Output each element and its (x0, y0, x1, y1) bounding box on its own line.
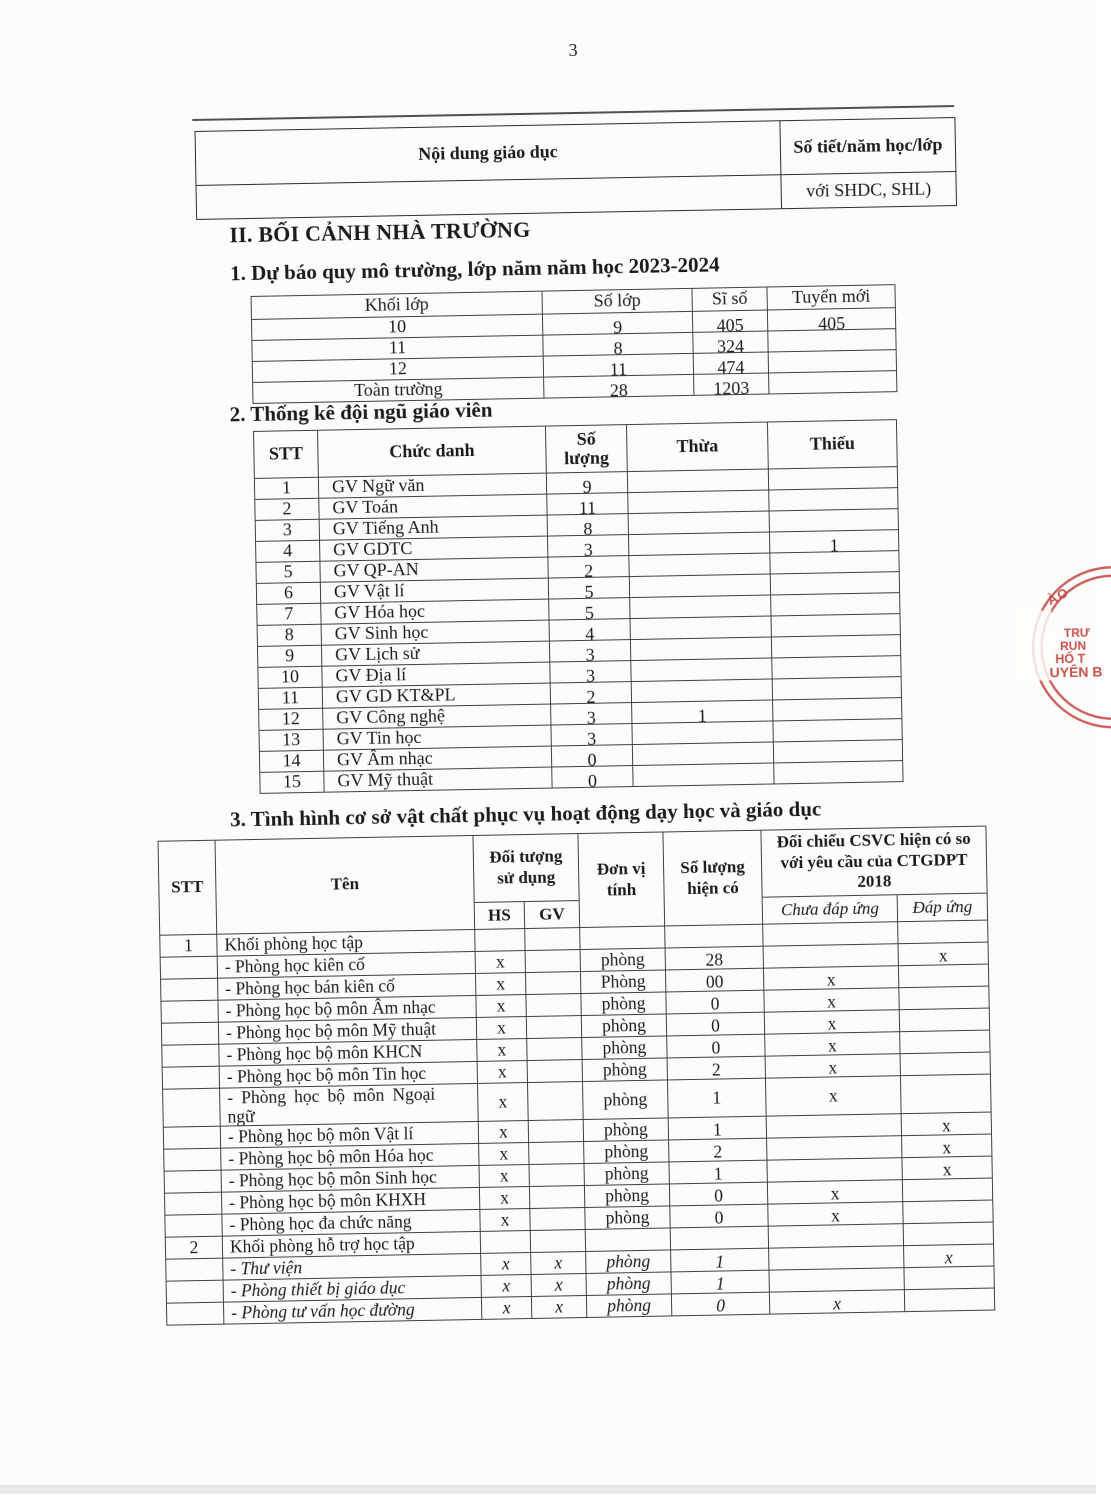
content-header-cell: Nội dung giáo dục (195, 121, 781, 186)
cell-notmet (763, 922, 898, 946)
cell-shortage (771, 598, 900, 621)
cell-stt (162, 1044, 219, 1067)
cell-unit (580, 926, 665, 950)
cell-shortage (769, 514, 898, 537)
cell-new (769, 376, 897, 399)
cell-stt (164, 1148, 221, 1171)
cell-unit (585, 1228, 670, 1252)
cell-gv (530, 1207, 585, 1230)
cell-unit: phòng (581, 1014, 666, 1038)
cell-shortage (773, 745, 902, 768)
cell-qty: 1 (671, 1272, 769, 1296)
cell-stt: 9 (257, 645, 321, 667)
cell-shortage (771, 619, 900, 642)
cell-role: GV Tin học (323, 725, 551, 750)
cell-qty (670, 1226, 768, 1250)
section-title: II. BỐI CẢNH NHÀ TRƯỜNG (229, 216, 531, 248)
cell-hs: x (479, 1187, 529, 1210)
cell-unit: phòng (586, 1250, 671, 1274)
cell-hs: x (477, 1039, 527, 1062)
cell-role: GV Công nghệ (323, 704, 551, 729)
cell-stt (166, 1280, 223, 1303)
cell-hs: x (478, 1121, 528, 1144)
cell-notmet: x (764, 1012, 899, 1036)
cell-shortage (774, 766, 903, 789)
cell-count: 5 (548, 582, 629, 604)
cell-gv (525, 950, 580, 973)
cell-shortage (768, 472, 897, 495)
cell-notmet (769, 1248, 904, 1272)
cell-hs: x (476, 1017, 526, 1040)
cell-notmet: x (765, 1056, 900, 1080)
col-header-count: Số lượng (545, 425, 627, 473)
col-header-classes: Số lớp (542, 288, 692, 314)
cell-shortage (770, 577, 899, 600)
cell-met (902, 1180, 992, 1204)
cell-notmet (769, 1270, 904, 1294)
cell-hs: x (478, 1083, 529, 1122)
cell-qty: 28 (665, 948, 763, 972)
cell-unit: phòng (580, 948, 665, 972)
cell-surplus (629, 558, 770, 582)
cell-name: Khối phòng hỗ trợ học tập (222, 1231, 480, 1258)
cell-met (899, 1010, 989, 1034)
cell-unit: phòng (584, 1184, 669, 1208)
cell-stt (164, 1192, 221, 1215)
cell-notmet (767, 1160, 902, 1184)
cell-grade: 10 (251, 314, 542, 340)
cell-gv: x (531, 1295, 586, 1318)
cell-hs: x (480, 1209, 530, 1232)
cell-met (899, 988, 989, 1012)
col-header-new: Tuyển mới (767, 285, 895, 310)
cell-stt (163, 1126, 220, 1149)
cell-count: 0 (552, 771, 633, 793)
cell-hs: x (475, 973, 525, 996)
cell-unit: phòng (585, 1206, 670, 1230)
cell-hs (480, 1231, 530, 1254)
cell-met (904, 1268, 994, 1292)
cell-gv (529, 1186, 584, 1209)
cell-new (768, 334, 896, 357)
cell-met (903, 1202, 993, 1226)
cell-hs: x (481, 1252, 531, 1275)
cell-name: - Phòng học bộ môn KHCN (219, 1039, 477, 1066)
cell-qty: 1 (667, 1078, 766, 1118)
cell-shortage (772, 682, 901, 705)
cell-count: 0 (551, 750, 632, 772)
cell-gv (526, 994, 581, 1017)
cell-count: 2 (550, 687, 631, 709)
stamp-line: UYÊN B (1049, 663, 1103, 681)
teachers-title: 2. Thống kê đội ngũ giáo viên (229, 397, 493, 427)
cell-count: 3 (550, 645, 631, 667)
col-header-met: Đáp ứng (897, 893, 987, 922)
cell-role: GV Mỹ thuật (324, 767, 552, 792)
cell-stt: 1 (160, 934, 217, 957)
cell-qty: 0 (669, 1184, 767, 1208)
cell-qty: 1 (671, 1250, 769, 1274)
cell-met (898, 920, 988, 944)
cell-students: 1203 (694, 378, 769, 400)
cell-hs: x (479, 1165, 529, 1188)
cell-surplus (632, 726, 773, 750)
cell-hs: x (479, 1143, 529, 1166)
cell-stt (166, 1258, 223, 1281)
cell-role: GV Địa lí (322, 662, 550, 687)
cell-surplus (629, 579, 770, 603)
cell-surplus (630, 600, 771, 624)
cell-name: - Phòng học bộ môn Âm nhạc (218, 995, 476, 1022)
cell-met: x (898, 944, 988, 968)
cell-name: - Thư viện (223, 1253, 481, 1280)
cell-hs (475, 929, 525, 952)
cell-surplus (630, 642, 771, 666)
col-header-stt: STT (158, 840, 217, 935)
cell-qty: 1 (669, 1162, 767, 1186)
page-number: 3 (568, 39, 578, 61)
cell-met: x (902, 1136, 992, 1160)
cell-stt: 6 (256, 582, 320, 604)
cell-shortage (773, 703, 902, 726)
cell-hs: x (476, 995, 526, 1018)
cell-count: 3 (550, 666, 631, 688)
cell-shortage (773, 724, 902, 747)
cell-name: Khối phòng học tập (217, 929, 475, 956)
cell-count: 3 (548, 540, 629, 562)
cell-count: 8 (547, 519, 628, 541)
cell-hs: x (481, 1274, 531, 1297)
cell-qty: 0 (671, 1294, 769, 1318)
cell-notmet (763, 946, 898, 970)
stamp-arc-text: ÀO (1044, 584, 1072, 609)
cell-stt: 8 (257, 624, 321, 646)
cell-count: 3 (551, 729, 632, 751)
cell-gv (525, 972, 580, 995)
cell-met (900, 1074, 991, 1114)
cell-met: x (902, 1158, 992, 1182)
cell-stt: 15 (260, 771, 324, 793)
cell-unit: phòng (583, 1080, 669, 1120)
cell-met (900, 1054, 990, 1078)
col-header-students: Sĩ số (692, 287, 767, 311)
cell-stt: 3 (255, 519, 319, 541)
cell-shortage: 1 (770, 535, 899, 558)
cell-name: - Phòng học bán kiên cố (218, 973, 476, 1000)
col-header-shortage: Thiếu (767, 420, 897, 469)
cell-gv (530, 1229, 585, 1252)
cell-classes: 11 (543, 358, 693, 382)
col-header-qty: Số lượng hiện có (663, 830, 763, 926)
cell-stt: 2 (255, 498, 319, 520)
cell-stt: 14 (259, 750, 323, 772)
cell-name: - Phòng học bộ môn Vật lí (220, 1121, 478, 1148)
cell-surplus (629, 537, 770, 561)
cell-gv: x (531, 1251, 586, 1274)
cell-name: - Phòng học bộ môn KHXH (221, 1187, 479, 1214)
cell-grade: 11 (252, 335, 543, 361)
cell-notmet: x (769, 1292, 904, 1316)
cell-stt: 4 (256, 540, 320, 562)
cell-surplus (630, 621, 771, 645)
cell-met: x (901, 1114, 991, 1138)
cell-notmet: x (765, 1034, 900, 1058)
cell-notmet: x (763, 968, 898, 992)
cell-name: - Phòng tư vấn học đường (223, 1297, 481, 1324)
col-header-compare: Đối chiếu CSVC hiện có so với yêu cầu của CTGDPT 2018 (761, 826, 987, 897)
cell-gv (526, 1016, 581, 1039)
cell-unit: Phòng (580, 970, 665, 994)
cell-qty: 2 (669, 1140, 767, 1164)
enrollment-title: 1. Dự báo quy mô trường, lớp năm năm học 2023-2024 (229, 252, 720, 286)
cell-hs: x (475, 951, 525, 974)
col-header-hs: HS (474, 902, 524, 930)
cell-count: 5 (549, 603, 630, 625)
cell-qty (665, 924, 763, 948)
cell-grade: 12 (252, 356, 543, 382)
cell-stt: 13 (259, 729, 323, 751)
red-stamp-fragment (1017, 560, 1103, 761)
cell-gv (529, 1164, 584, 1187)
cell-name: - Phòng học bộ môn Mỹ thuật (218, 1017, 476, 1044)
col-header-stt: STT (254, 430, 319, 478)
cell-stt (163, 1088, 221, 1127)
cell-role: GV QP-AN (320, 557, 548, 582)
cell-surplus (628, 495, 769, 519)
cell-unit: phòng (584, 1162, 669, 1186)
cell-surplus (631, 663, 772, 687)
cell-role: GV Sinh học (321, 620, 549, 645)
cell-notmet: x (765, 1076, 901, 1116)
col-header-role: Chức danh (318, 426, 547, 477)
cell-new (768, 355, 896, 378)
cell-gv (527, 1038, 582, 1061)
col-header-users: Đối tượng sử dụng (473, 834, 579, 903)
cell-surplus (627, 474, 768, 498)
cell-surplus (631, 684, 772, 708)
cell-classes: 9 (543, 316, 693, 340)
cell-qty: 0 (666, 1014, 764, 1038)
cell-stt (161, 1000, 218, 1023)
cell-notmet (767, 1138, 902, 1162)
stamp-line: RUN (1059, 638, 1087, 654)
cell-stt: 12 (259, 708, 323, 730)
cell-qty: 0 (666, 992, 764, 1016)
cell-met (898, 966, 988, 990)
cell-role: GV Vật lí (320, 578, 548, 603)
cell-role: GV Ngữ văn (318, 473, 546, 498)
cell-gv (528, 1082, 584, 1121)
cell-met (904, 1290, 994, 1314)
cell-surplus (633, 768, 774, 792)
cell-gv (528, 1120, 583, 1143)
teachers-header-row (254, 420, 898, 479)
cell-stt (164, 1170, 221, 1193)
cell-gv (529, 1142, 584, 1165)
cell-notmet (766, 1116, 901, 1140)
cell-met (903, 1222, 993, 1246)
cell-notmet: x (768, 1204, 903, 1228)
cell-shortage (771, 640, 900, 663)
cell-unit: phòng (581, 992, 666, 1016)
cell-hs: x (477, 1061, 527, 1084)
cell-notmet: x (767, 1182, 902, 1206)
cell-count: 11 (547, 498, 628, 520)
cell-gv (527, 1060, 582, 1083)
cell-qty: 00 (666, 970, 764, 994)
cell-name: - Phòng học bộ môn Hóa học (221, 1143, 479, 1170)
cell-hs: x (481, 1296, 531, 1319)
cell-name: - Phòng học kiên cố (217, 951, 475, 978)
cell-surplus (632, 747, 773, 771)
stamp-line: TRƯ (1063, 625, 1090, 641)
cell-qty: 2 (667, 1058, 765, 1082)
periods-note-cell: với SHDC, SHL) (781, 172, 957, 209)
scan-edge-shadow (0, 1485, 1096, 1494)
cell-students: 474 (693, 357, 768, 379)
cell-name: - Phòng học bộ môn Ngoại ngữ (220, 1083, 479, 1126)
enrollment-table (251, 284, 898, 404)
cell-count: 9 (546, 477, 627, 499)
cell-qty: 0 (670, 1206, 768, 1230)
cell-name: - Phòng học đa chức năng (222, 1209, 480, 1236)
cell-count: 3 (551, 708, 632, 730)
cell-met: x (904, 1246, 994, 1270)
cell-unit: phòng (586, 1294, 671, 1318)
cell-classes: 8 (543, 337, 693, 361)
cell-stt: 1 (254, 477, 318, 499)
cell-shortage (770, 556, 899, 579)
cell-unit: phòng (583, 1118, 668, 1142)
cell-stt (165, 1214, 222, 1237)
col-header-gv: GV (524, 901, 580, 929)
cell-classes: 28 (544, 379, 694, 403)
cell-gv (525, 928, 580, 951)
facilities-table (158, 826, 996, 1326)
cell-unit: phòng (582, 1036, 667, 1060)
cell-stt (161, 978, 218, 1001)
cell-stt (162, 1066, 219, 1089)
cell-gv: x (531, 1273, 586, 1296)
cell-stt (160, 956, 217, 979)
cell-stt: 11 (258, 687, 322, 709)
stamp-fade (1017, 610, 1052, 681)
cell-name: - Phòng học bộ môn Sinh học (221, 1165, 479, 1192)
cell-role: GV GDTC (320, 536, 548, 561)
cell-role: GV Lịch sử (321, 641, 549, 666)
cell-qty: 0 (667, 1036, 765, 1060)
cell-stt: 2 (165, 1236, 222, 1259)
cell-stt (166, 1302, 223, 1325)
cell-surplus (628, 516, 769, 540)
col-header-grade: Khối lớp (251, 291, 542, 319)
periods-header-cell: Số tiết/năm học/lớp (780, 118, 956, 175)
col-header-not-met: Chưa đáp ứng (762, 895, 897, 924)
cell-stt (161, 1022, 218, 1045)
cell-count: 4 (549, 624, 630, 646)
cell-shortage (769, 493, 898, 516)
cell-surplus: 1 (632, 705, 773, 729)
cell-unit: phòng (584, 1140, 669, 1164)
stamp-line: HỐ T (1055, 651, 1086, 667)
facilities-title: 3. Tình hình cơ sở vật chất phục vụ hoạt động dạy học và giáo dục (229, 796, 822, 832)
cell-role: GV Toán (319, 494, 547, 519)
col-header-name: Tên (215, 835, 475, 934)
cell-name: - Phòng thiết bị giáo dục (223, 1275, 481, 1302)
cell-met (900, 1032, 990, 1056)
col-header-unit: Đơn vị tính (578, 832, 665, 928)
cell-unit: phòng (582, 1058, 667, 1082)
cell-qty: 1 (668, 1118, 766, 1142)
cell-stt: 10 (258, 666, 322, 688)
cell-count: 2 (548, 561, 629, 583)
continuation-table (195, 117, 958, 220)
cell-role: GV GD KT&PL (322, 683, 550, 708)
cell-notmet: x (764, 990, 899, 1014)
cell-role: GV Tiếng Anh (319, 515, 547, 540)
cell-role: GV Hóa học (321, 599, 549, 624)
cell-role: GV Âm nhạc (323, 746, 551, 771)
cell-name: - Phòng học bộ môn Tin học (219, 1061, 477, 1088)
cell-stt: 5 (256, 561, 320, 583)
cell-unit: phòng (586, 1272, 671, 1296)
col-header-surplus: Thừa (626, 422, 768, 472)
cell-students: 324 (693, 336, 768, 358)
cell-new: 405 (767, 313, 895, 336)
teachers-table (253, 419, 904, 794)
cell-shortage (772, 661, 901, 684)
cell-grade: Toàn trường (253, 377, 544, 403)
cell-stt: 7 (257, 603, 321, 625)
cell-students: 405 (692, 315, 767, 337)
